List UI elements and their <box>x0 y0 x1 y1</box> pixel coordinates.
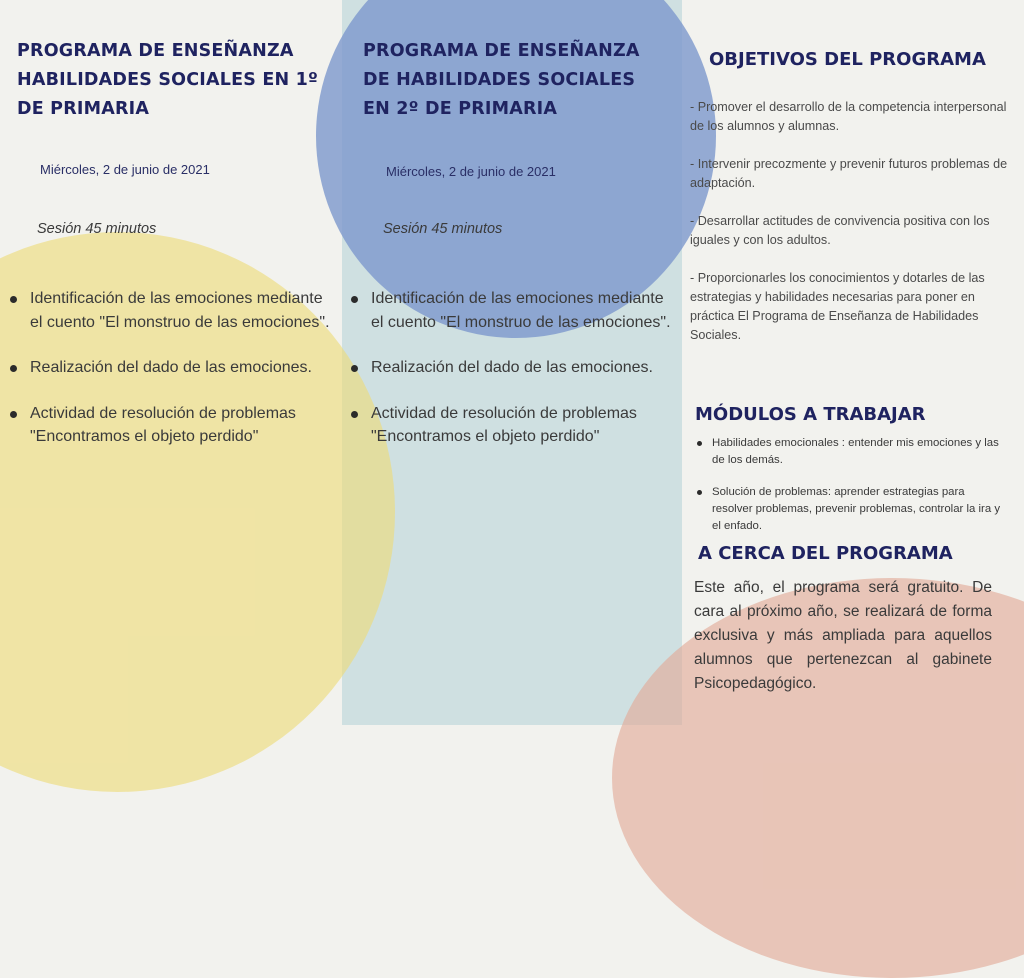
list-item: Realización del dado de las emociones. <box>352 356 677 380</box>
bullet-icon <box>351 411 358 418</box>
left-session-duration: Sesión 45 minutos <box>37 221 157 237</box>
bullet-icon <box>697 441 702 446</box>
bullet-icon <box>10 411 17 418</box>
bullet-icon <box>351 296 358 303</box>
middle-program-title: PROGRAMA DE ENSEÑANZA DE HABILIDADES SOCIALES EN 2º DE PRIMARIA <box>363 41 640 119</box>
list-item: - Proporcionarles los conocimientos y dotarles de las estrategias y habilidades necesarias para poner en práctica El Programa de Enseñanza de Habilidades Sociales. <box>690 271 985 342</box>
list-item: Identificación de las emociones mediante el cuento "El monstruo de las emociones". <box>352 287 677 334</box>
modules-list <box>696 435 1008 550</box>
bullet-icon <box>697 490 702 495</box>
left-program-title: PROGRAMA DE ENSEÑANZA HABILIDADES SOCIALES EN 1º DE PRIMARIA <box>17 41 319 119</box>
middle-activity-list <box>352 287 677 471</box>
left-activity-list <box>11 287 336 471</box>
list-item: - Intervenir precozmente y prevenir futuros problemas de adaptación. <box>690 157 1008 190</box>
list-item: - Promover el desarrollo de la competencia interpersonal de los alumnos y alumnas. <box>690 100 1007 133</box>
bullet-icon <box>10 365 17 372</box>
list-item: Realización del dado de las emociones. <box>11 356 336 380</box>
left-date: Miércoles, 2 de junio de 2021 <box>40 162 210 177</box>
bullet-icon <box>351 365 358 372</box>
bullet-icon <box>10 296 17 303</box>
modules-heading: MÓDULOS A TRABAJAR <box>695 404 926 425</box>
middle-date: Miércoles, 2 de junio de 2021 <box>386 164 556 179</box>
objectives-heading: OBJETIVOS DEL PROGRAMA <box>709 49 986 70</box>
about-text: Este año, el programa será gratuito. De cara al próximo año, se realizará de forma exclusiva y más ampliada para aquellos alumnos que pertenezcan al gabinete Psicopedagógico. <box>694 579 992 692</box>
list-item: Identificación de las emociones mediante el cuento "El monstruo de las emociones". <box>11 287 336 334</box>
objectives-list <box>690 98 1014 364</box>
middle-session-duration: Sesión 45 minutos <box>383 221 503 237</box>
list-item: Habilidades emocionales : entender mis emociones y las de los demás. <box>696 435 1008 469</box>
list-item: - Desarrollar actitudes de convivencia positiva con los iguales y con los adultos. <box>690 214 990 247</box>
list-item: Solución de problemas: aprender estrategias para resolver problemas, prevenir problemas, controlar la ira y el enfado. <box>696 484 1008 535</box>
list-item: Actividad de resolución de problemas "Encontramos el objeto perdido" <box>11 402 336 449</box>
list-item: Actividad de resolución de problemas "Encontramos el objeto perdido" <box>352 402 677 449</box>
about-heading: A CERCA DEL PROGRAMA <box>698 543 953 564</box>
